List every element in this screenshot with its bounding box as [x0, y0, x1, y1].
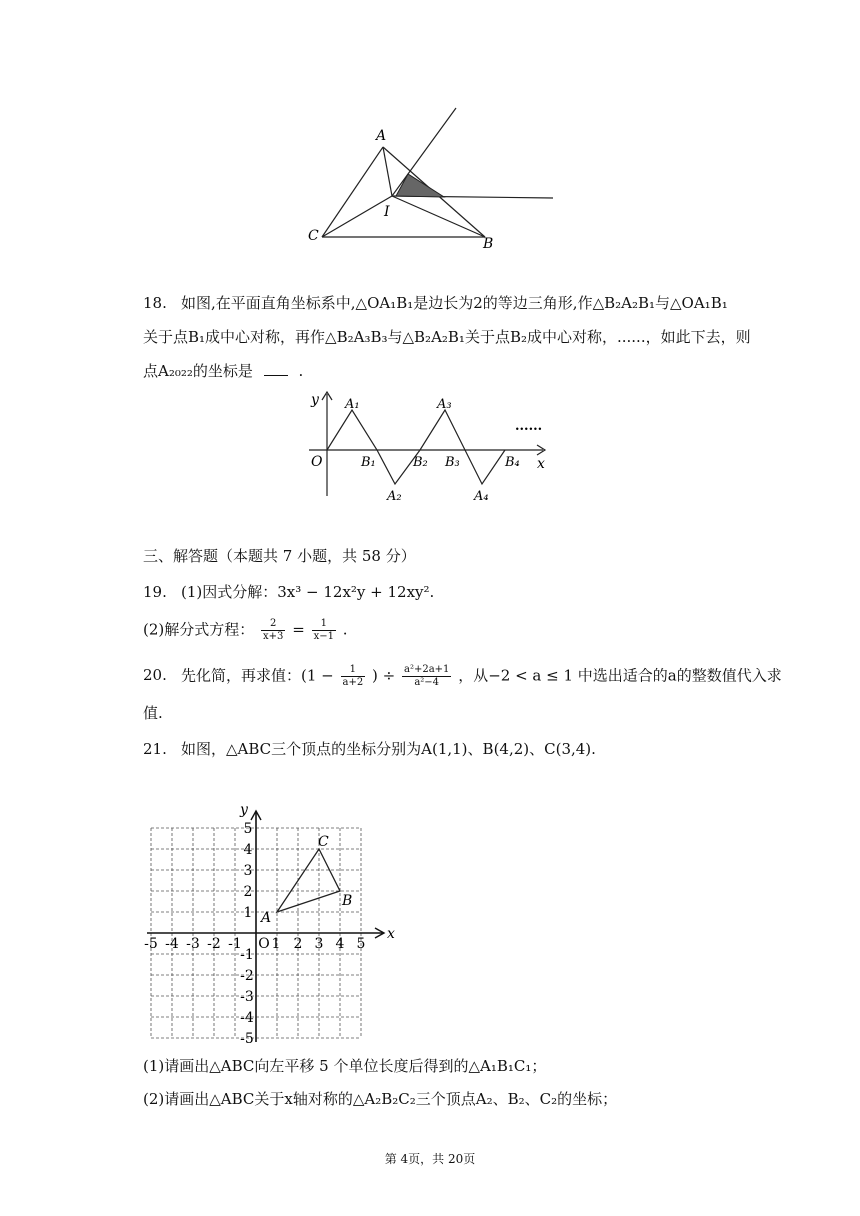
q20-condition: ，从−2 < a ≤ 1 中选出适合的a的整数值代入求 [458, 666, 782, 685]
q21-axis-y: y [240, 802, 248, 818]
q20-fraction-1-num: 1 [341, 664, 366, 677]
q21-y-tick-label: -2 [240, 968, 254, 984]
q18-line-2: 关于点B₁成中心对称，再作△B₂A₃B₃与△B₂A₂B₁关于点B₂成中心对称，......，如此下去，则 [143, 328, 751, 346]
q21-x-tick-label: 1 [271, 936, 281, 952]
q18-zigzag-figure [305, 388, 555, 506]
q20-divide: ) ÷ [372, 666, 396, 685]
q18-period: . [298, 362, 304, 380]
q19-fraction-right-num: 1 [312, 618, 336, 631]
q18-ellipsis: ...... [515, 419, 543, 434]
q20-fraction-2 [402, 664, 451, 689]
q21-x-tick-label: 2 [293, 936, 303, 952]
q19-part-2 [143, 618, 348, 643]
q17-label-c: C [308, 228, 319, 244]
q20-line-1 [181, 664, 782, 689]
q19-fraction-left [261, 618, 285, 643]
q18-label-b2: B₂ [413, 455, 428, 470]
q18-question-text: 点A₂₀₂₂的坐标是 [143, 362, 253, 380]
q21-part-2: (2)请画出△ABC关于x轴对称的△A₂B₂C₂三个顶点A₂、B₂、C₂的坐标； [143, 1090, 618, 1108]
q18-number: 18. [143, 294, 167, 312]
q21-axis-x: x [387, 926, 395, 942]
q21-y-tick-label: 4 [243, 842, 253, 858]
q21-triangle-abc [277, 849, 340, 912]
q21-x-tick-label: 5 [356, 936, 366, 952]
q21-label-b: B [342, 893, 353, 909]
q20-line-2: 值. [143, 704, 163, 722]
q21-y-tick-label: -3 [240, 989, 254, 1005]
q18-label-a4: A₄ [474, 489, 489, 504]
q21-x-tick-label: -5 [144, 936, 158, 952]
q21-number: 21. [143, 740, 167, 758]
q21-coordinate-grid [140, 800, 400, 1045]
q19-part-2-label: (2)解分式方程： [143, 620, 255, 639]
q20-fraction-1-den: a+2 [342, 677, 364, 688]
q21-x-tick-label: -4 [165, 936, 179, 952]
q21-x-tick-label: -1 [228, 936, 242, 952]
q21-y-tick-label: 3 [243, 863, 253, 879]
q18-axis-x: x [537, 456, 545, 472]
q18-label-a1: A₁ [345, 397, 360, 412]
q19-fraction-left-den: x+3 [263, 631, 284, 642]
q21-x-tick-label: 4 [335, 936, 345, 952]
q18-label-a3: A₃ [437, 397, 452, 412]
q19-fraction-right [312, 618, 336, 643]
q21-label-a: A [261, 910, 272, 926]
q18-axis-y: y [311, 392, 319, 408]
q19-fraction-right-den: x−1 [313, 631, 334, 642]
q18-line-1: 如图,在平面直角坐标系中,△OA₁B₁是边长为2的等边三角形,作△B₂A₂B₁与△OA₁B₁ [181, 294, 728, 312]
q17-shaded-triangle [396, 174, 444, 197]
q21-y-tick-label: -5 [240, 1031, 254, 1045]
q21-text: 如图，△ABC三个顶点的坐标分别为A(1,1)、B(4,2)、C(3,4). [181, 740, 596, 758]
q21-y-tick-label: 1 [243, 905, 253, 921]
page-footer: 第 4页，共 20页 [384, 1152, 476, 1166]
q17-triangle-figure [300, 100, 560, 255]
q18-line-3 [143, 360, 303, 382]
q20-fraction-2-den: a²−4 [414, 677, 440, 688]
q21-x-tick-label: -3 [186, 936, 200, 952]
q19-fraction-left-num: 2 [261, 618, 285, 631]
q21-axes [147, 811, 384, 1042]
q21-x-tick-label: 3 [314, 936, 324, 952]
q20-intro: 先化简，再求值：(1 − [181, 666, 334, 685]
q20-fraction-2-num: a²+2a+1 [403, 664, 450, 675]
q18-label-a2: A₂ [387, 489, 402, 504]
q20-number: 20. [143, 666, 167, 684]
q21-label-c: C [318, 834, 329, 850]
q21-x-tick-label: O [258, 936, 270, 952]
section-3-heading: 三、解答题（本题共 7 小题，共 58 分） [143, 547, 416, 565]
q17-label-a: A [376, 128, 387, 144]
q18-label-b1: B₁ [361, 455, 376, 470]
q19-number: 19. [143, 583, 167, 601]
q18-label-b4: B₄ [505, 455, 520, 470]
q19-period: . [342, 620, 348, 639]
q18-answer-blank [264, 361, 288, 376]
q21-x-tick-label: -2 [207, 936, 221, 952]
q18-origin: O [311, 454, 323, 470]
q21-y-tick-label: -1 [240, 947, 254, 963]
q18-label-b3: B₃ [445, 455, 460, 470]
q17-label-i: I [384, 204, 390, 220]
q21-y-tick-label: 2 [243, 884, 253, 900]
q21-part-1: (1)请画出△ABC向左平移 5 个单位长度后得到的△A₁B₁C₁； [143, 1057, 547, 1075]
q17-label-b: B [483, 236, 494, 252]
q21-y-tick-label: 5 [243, 821, 253, 837]
q20-fraction-1 [341, 664, 366, 689]
q19-part-1: (1)因式分解：3x³ − 12x²y + 12xy². [181, 583, 435, 601]
q19-equals: = [292, 620, 305, 639]
q21-y-tick-label: -4 [240, 1010, 254, 1026]
